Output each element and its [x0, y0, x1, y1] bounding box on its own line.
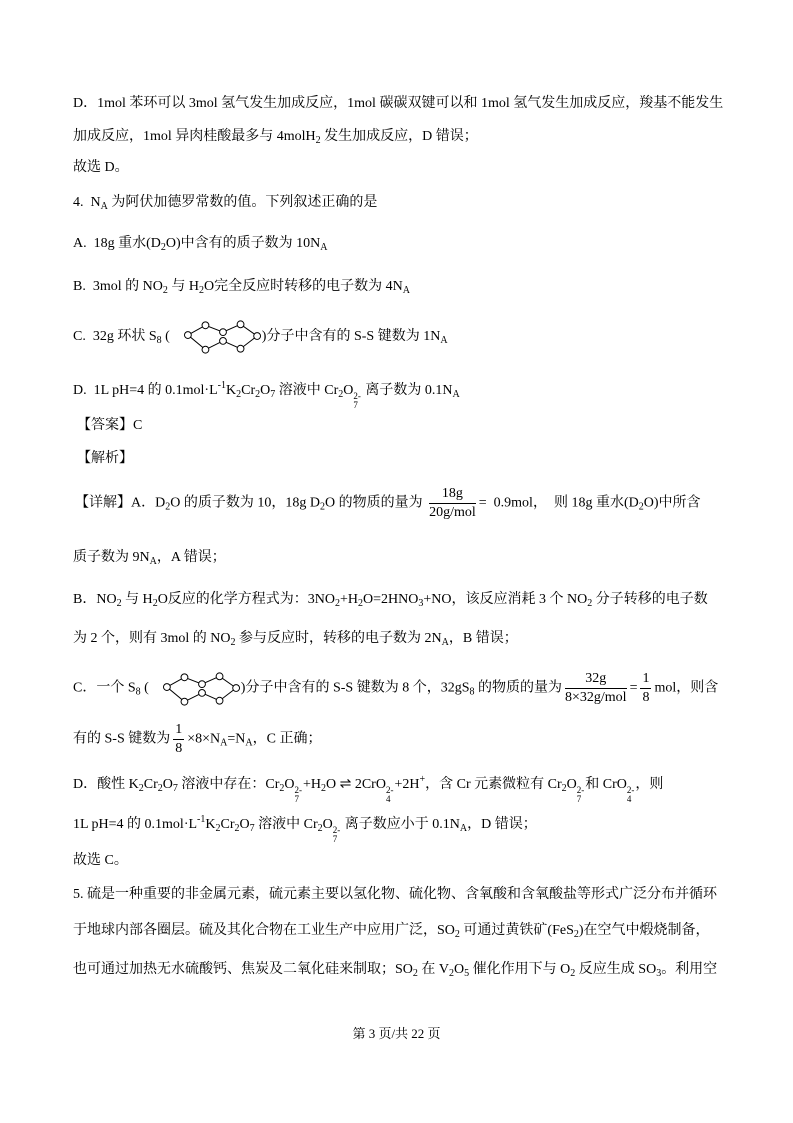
- answer-line: [77, 416, 142, 436]
- detail-d-line-2: [73, 815, 537, 844]
- text-run: D．酸性 K: [73, 777, 139, 792]
- superscript: -1: [197, 815, 206, 825]
- subscript: 2: [116, 598, 122, 609]
- text-run: 的物质的量为: [474, 680, 562, 696]
- text-run: O: [239, 817, 250, 832]
- text-run: )分子中含有的 S-S 键数为 8 个，32gS: [240, 680, 470, 696]
- detail-b-line-2: [73, 629, 518, 649]
- fraction-numerator: 1: [173, 722, 184, 740]
- text-run: O: [566, 777, 577, 792]
- text-run: 【解析】: [77, 451, 133, 466]
- question-4-option-a: [73, 234, 328, 254]
- detail-a-line-2: [73, 548, 226, 568]
- fraction-denominator: 8: [175, 741, 183, 756]
- subscript: 3: [656, 968, 662, 979]
- fraction-numerator: 18g: [429, 486, 476, 504]
- text-run: O)中所含: [643, 495, 701, 511]
- fraction-numerator: 32g: [565, 671, 627, 689]
- question-5-stem-line-1: [73, 885, 717, 905]
- text-run: O反应的化学方程式为：3NO: [157, 592, 336, 607]
- superscript: +: [419, 775, 426, 785]
- fraction: [173, 722, 184, 757]
- text-run: 。利用空: [661, 962, 718, 977]
- subscript: 2: [321, 783, 326, 794]
- text-run: 4. N: [73, 195, 101, 210]
- text-run: ，C 正确；: [252, 731, 322, 747]
- text-run: Cr: [220, 817, 235, 832]
- question-5-stem-line-3: [73, 960, 717, 980]
- subscript: 2: [160, 242, 166, 253]
- text-run: O: [284, 777, 295, 792]
- text-run: 质子数为 9N: [73, 550, 150, 565]
- text-run: 也可通过加热无水硫酸钙、焦炭及二氧化硅来制取；SO: [73, 962, 413, 977]
- subscript: A: [459, 823, 468, 834]
- text-run: Cr: [143, 777, 158, 792]
- text-run: O)中含有的质子数为 10N: [165, 236, 321, 251]
- subscript: 7: [353, 400, 358, 410]
- text-run: 溶液中 Cr: [254, 817, 318, 832]
- text-run: K: [226, 383, 237, 398]
- sub-sup-script: [353, 392, 361, 410]
- text-run: )分子中含有的 S-S 键数为 1N: [261, 329, 441, 345]
- subscript: 7: [249, 823, 255, 834]
- subscript: A: [452, 389, 460, 400]
- subscript: 2: [165, 501, 171, 513]
- question-5-stem-line-2: [73, 921, 710, 941]
- subscript: 2: [449, 968, 455, 979]
- text-run: D. 1L pH=4 的 0.1mol·L: [73, 383, 218, 398]
- subscript: A: [149, 556, 157, 567]
- subscript: 3: [418, 598, 424, 609]
- text-run: 分子转移的电子数: [592, 592, 708, 607]
- subscript: A: [245, 737, 253, 749]
- superscript: 2-: [332, 825, 341, 835]
- text-run: 5. 硫是一种重要的非金属元素，硫元素主要以氢化物、硫化物、含氧酸和含氧酸盐等形式广泛分布并循环: [73, 887, 717, 902]
- text-run: 于地球内部各圈层。硫及其化合物在工业生产中应用广泛，SO: [73, 923, 455, 938]
- question-4-option-c: [73, 320, 448, 354]
- detail-c-line-1: [73, 671, 718, 706]
- fraction-denominator: 8: [642, 690, 650, 705]
- text-run: 故选 C。: [73, 853, 128, 868]
- detail-a-line-1: [75, 486, 701, 521]
- text-run: O: [162, 777, 173, 792]
- text-run: A. 18g 重水(D: [73, 236, 161, 251]
- subscript: 8: [469, 686, 475, 698]
- question-4-option-d: [73, 381, 460, 410]
- subscript: 2: [317, 823, 323, 834]
- subscript: A: [440, 335, 448, 347]
- subscript: 5: [464, 968, 470, 979]
- text-run: =: [629, 680, 638, 696]
- text-run: ，A 错误；: [156, 550, 226, 565]
- text-run: O: [343, 383, 354, 398]
- question-4-option-b: [73, 277, 410, 297]
- subscript: 2: [234, 823, 240, 834]
- text-run: )在空气中煅烧制备，: [578, 923, 710, 938]
- subscript: 4: [626, 794, 632, 804]
- text-run: 离子数应小于 0.1N: [341, 817, 460, 832]
- subscript: 2: [358, 598, 364, 609]
- subscript: A: [320, 242, 328, 253]
- prev-answer-conclusion: [73, 158, 129, 178]
- fraction-denominator: 20g/mol: [429, 505, 476, 520]
- subscript: 2: [561, 783, 567, 794]
- text-run: D．1mol 苯环可以 3mol 氢气发生加成反应，1mol 碳碳双键可以和 1mol 氢气发生加成反应，羧基不能发生: [73, 96, 724, 111]
- superscript: 2-: [626, 785, 635, 795]
- text-run: 参与反应时，转移的电子数为 2N: [235, 631, 442, 646]
- superscript: -1: [217, 381, 226, 391]
- subscript: 2: [230, 637, 236, 648]
- sub-sup-script: [627, 786, 635, 804]
- subscript: A: [100, 201, 108, 212]
- text-run: +NO，该反应消耗 3 个 NO: [423, 592, 588, 607]
- subscript: 8: [135, 686, 141, 698]
- superscript: 2-: [353, 391, 361, 401]
- text-run: ，含 Cr 元素微粒有 Cr: [425, 777, 562, 792]
- prev-analysis-line-1: [73, 94, 723, 114]
- text-run: 发生加成反应，D 错误；: [320, 129, 478, 144]
- detail-c-line-2: [73, 722, 321, 757]
- text-run: 【答案】C: [77, 418, 143, 433]
- text-run: ，D 错误；: [467, 817, 537, 832]
- subscript: 7: [332, 834, 338, 844]
- text-run: (: [161, 329, 170, 345]
- text-run: 有的 S-S 键数为: [73, 731, 171, 747]
- subscript: 7: [576, 794, 582, 804]
- subscript: 2: [573, 929, 579, 940]
- text-run: 加成反应，1mol 异肉桂酸最多与 4molH: [73, 129, 316, 144]
- text-run: C. 32g 环状 S: [73, 329, 157, 345]
- subscript: 2: [587, 598, 593, 609]
- fraction: [429, 486, 476, 521]
- text-run: B．NO: [73, 592, 117, 607]
- superscript: 2-: [294, 785, 302, 795]
- subscript: 2: [157, 783, 163, 794]
- text-run: O完全反应时转移的电子数为 4N: [203, 279, 403, 294]
- fraction-denominator: 8×32g/mol: [564, 690, 627, 705]
- subscript: A: [402, 285, 410, 296]
- page-footer: 第 3 页/共 22 页: [352, 1026, 441, 1041]
- subscript: 2: [454, 929, 460, 940]
- sub-sup-script: [577, 786, 585, 804]
- text-run: 与 H: [121, 592, 153, 607]
- text-run: 与 H: [167, 279, 199, 294]
- s8-ring-structure-icon: [149, 672, 241, 706]
- subscript: 2: [638, 501, 644, 513]
- subscript: 7: [172, 783, 178, 794]
- text-run: (: [140, 680, 149, 696]
- subscript: 7: [270, 389, 276, 400]
- subscript: 2: [255, 389, 261, 400]
- text-run: O: [260, 383, 271, 398]
- sub-sup-script: [333, 826, 341, 844]
- subscript: 2: [138, 783, 144, 794]
- text-run: B. 3mol 的 NO: [73, 279, 163, 294]
- text-run: 可通过黄铁矿(FeS: [459, 923, 574, 938]
- text-run: ×8×N: [187, 731, 221, 747]
- text-run: ，则: [635, 777, 664, 792]
- subscript: 2: [236, 389, 242, 400]
- answer-conclusion: [73, 851, 128, 871]
- fraction: [565, 671, 627, 706]
- text-run: O 的质子数为 10，18g D: [170, 495, 320, 511]
- subscript: A: [220, 737, 228, 749]
- sub-sup-script: [294, 786, 302, 804]
- text-run: 反应生成 SO: [575, 962, 657, 977]
- text-run: 催化作用下与 O: [469, 962, 571, 977]
- text-run: 溶液中 Cr: [275, 383, 339, 398]
- text-run: 和 CrO: [585, 777, 627, 792]
- detail-b-line-1: [73, 590, 708, 610]
- subscript: 2: [162, 285, 168, 296]
- text-run: O=2HNO: [363, 592, 419, 607]
- subscript: 2: [319, 501, 325, 513]
- text-run: +H: [340, 592, 359, 607]
- fraction: [640, 671, 651, 706]
- subscript: 2: [315, 135, 321, 146]
- text-run: O 的物质的量为: [324, 495, 427, 511]
- s8-ring-structure-icon: [170, 320, 262, 354]
- text-run: 【详解】A．D: [75, 495, 166, 511]
- text-run: 在 V: [417, 962, 450, 977]
- text-run: 为阿伏加德罗常数的值。下列叙述正确的是: [107, 195, 378, 210]
- sub-sup-script: [386, 786, 394, 804]
- text-run: +H: [302, 777, 321, 792]
- text-run: +2H: [394, 777, 420, 792]
- subscript: 2: [338, 389, 344, 400]
- text-run: mol，则含: [654, 680, 719, 696]
- subscript: 7: [294, 794, 299, 804]
- analysis-heading: [77, 449, 133, 469]
- subscript: 4: [385, 794, 391, 804]
- subscript: 2: [570, 968, 576, 979]
- text-run: O: [454, 962, 465, 977]
- subscript: 2: [279, 783, 285, 794]
- subscript: 2: [335, 598, 341, 609]
- text-run: C．一个 S: [73, 680, 136, 696]
- subscript: 2: [215, 823, 221, 834]
- text-run: 故选 D。: [73, 160, 129, 175]
- text-run: 离子数为 0.1N: [361, 383, 453, 398]
- text-run: = 0.9mol， 则 18g 重水(D: [478, 495, 639, 511]
- subscript: 2: [412, 968, 418, 979]
- text-run: Cr: [241, 383, 256, 398]
- text-run: 1L pH=4 的 0.1mol·L: [73, 817, 198, 832]
- superscript: 2-: [576, 785, 585, 795]
- text-run: ，B 错误；: [448, 631, 518, 646]
- question-4-stem: [73, 193, 377, 213]
- text-run: =N: [227, 731, 246, 747]
- prev-analysis-line-2: [73, 127, 478, 147]
- subscript: 2: [152, 598, 158, 609]
- text-run: 溶液中存在：Cr: [177, 777, 280, 792]
- text-run: K: [205, 817, 216, 832]
- fraction-numerator: 1: [640, 671, 651, 689]
- text-run: O: [322, 817, 333, 832]
- superscript: 2-: [385, 785, 394, 795]
- subscript: A: [441, 637, 449, 648]
- text-run: O ⇌ 2CrO: [326, 777, 386, 792]
- text-run: 为 2 个，则有 3mol 的 NO: [73, 631, 231, 646]
- detail-d-line-1: [73, 775, 663, 804]
- subscript: 8: [156, 335, 162, 347]
- subscript: 2: [198, 285, 204, 296]
